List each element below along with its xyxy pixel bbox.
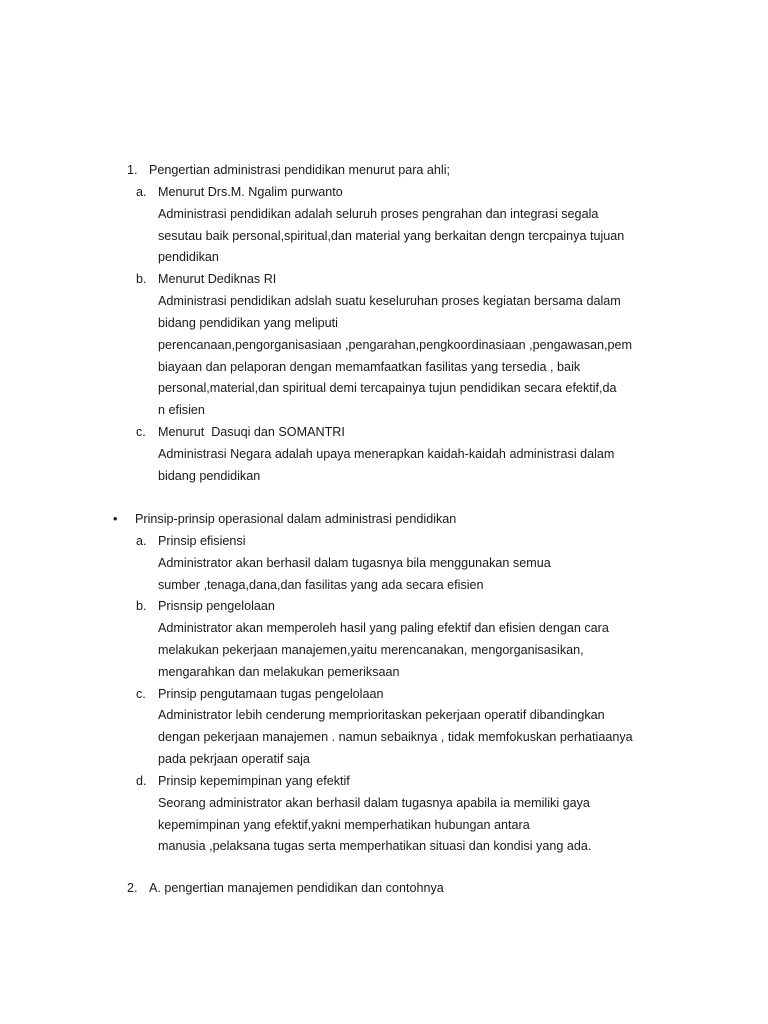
- paragraph-line: personal,material,dan spiritual demi tercapainya tujun pendidikan secara efektif,da: [158, 381, 617, 395]
- paragraph-line: dengan pekerjaan manajemen . namun sebaiknya , tidak memfokuskan perhatiaanya: [158, 730, 633, 744]
- item-title: Prinsip pengutamaan tugas pengelolaan: [158, 687, 384, 701]
- paragraph-line: Seorang administrator akan berhasil dalam tugasnya apabila ia memiliki gaya: [158, 796, 590, 810]
- item-title: Menurut Dasuqi dan SOMANTRI: [158, 425, 345, 439]
- paragraph-line: Administrasi pendidikan adalah seluruh proses pengrahan dan integrasi segala: [158, 207, 599, 221]
- paragraph-line: Administrasi pendidikan adslah suatu keseluruhan proses kegiatan bersama dalam: [158, 294, 621, 308]
- section-heading: Prinsip-prinsip operasional dalam administrasi pendidikan: [135, 512, 457, 526]
- list-marker: a.: [136, 185, 147, 199]
- paragraph-line: n efisien: [158, 403, 205, 417]
- paragraph-line: sumber ,tenaga,dana,dan fasilitas yang ada secara efisien: [158, 578, 484, 592]
- item-title: Menurut Dediknas RI: [158, 272, 277, 286]
- item-title: Prisnsip pengelolaan: [158, 599, 275, 613]
- paragraph-line: kepemimpinan yang efektif,yakni memperhatikan hubungan antara: [158, 818, 530, 832]
- paragraph-line: biayaan dan pelaporan dengan memamfaatkan fasilitas yang tersedia , baik: [158, 360, 581, 374]
- paragraph-line: manusia ,pelaksana tugas serta memperhatikan situasi dan kondisi yang ada.: [158, 839, 592, 853]
- list-marker: c.: [136, 687, 146, 701]
- item-title: Menurut Drs.M. Ngalim purwanto: [158, 185, 343, 199]
- list-marker: a.: [136, 534, 147, 548]
- paragraph-line: bidang pendidikan: [158, 469, 261, 483]
- list-marker: d.: [136, 774, 147, 788]
- paragraph-line: melakukan pekerjaan manajemen,yaitu merencanakan, mengorganisasikan,: [158, 643, 584, 657]
- list-marker: b.: [136, 272, 147, 286]
- paragraph-line: perencanaan,pengorganisasiaan ,pengarahan,pengkoordinasiaan ,pengawasan,pem: [158, 338, 633, 352]
- paragraph-line: pendidikan: [158, 250, 219, 264]
- paragraph-line: sesutau baik personal,spiritual,dan material yang berkaitan dengn tercpainya tujuan: [158, 229, 625, 243]
- paragraph-line: Administrator akan memperoleh hasil yang paling efektif dan efisien dengan cara: [158, 621, 609, 635]
- section-heading: A. pengertian manajemen pendidikan dan contohnya: [149, 881, 444, 895]
- paragraph-line: bidang pendidikan yang meliputi: [158, 316, 338, 330]
- section-heading: Pengertian administrasi pendidikan menurut para ahli;: [149, 163, 451, 177]
- paragraph-line: mengarahkan dan melakukan pemeriksaan: [158, 665, 400, 679]
- paragraph-line: Administrator akan berhasil dalam tugasnya bila menggunakan semua: [158, 556, 551, 570]
- bullet-marker: •: [113, 512, 118, 526]
- item-title: Prinsip kepemimpinan yang efektif: [158, 774, 350, 788]
- list-marker: c.: [136, 425, 146, 439]
- list-number: 2.: [127, 881, 138, 895]
- paragraph-line: pada pekrjaan operatif saja: [158, 752, 310, 766]
- list-number: 1.: [127, 163, 138, 177]
- item-title: Prinsip efisiensi: [158, 534, 246, 548]
- list-marker: b.: [136, 599, 147, 613]
- paragraph-line: Administrator lebih cenderung memprioritaskan pekerjaan operatif dibandingkan: [158, 708, 605, 722]
- paragraph-line: Administrasi Negara adalah upaya menerapkan kaidah-kaidah administrasi dalam: [158, 447, 615, 461]
